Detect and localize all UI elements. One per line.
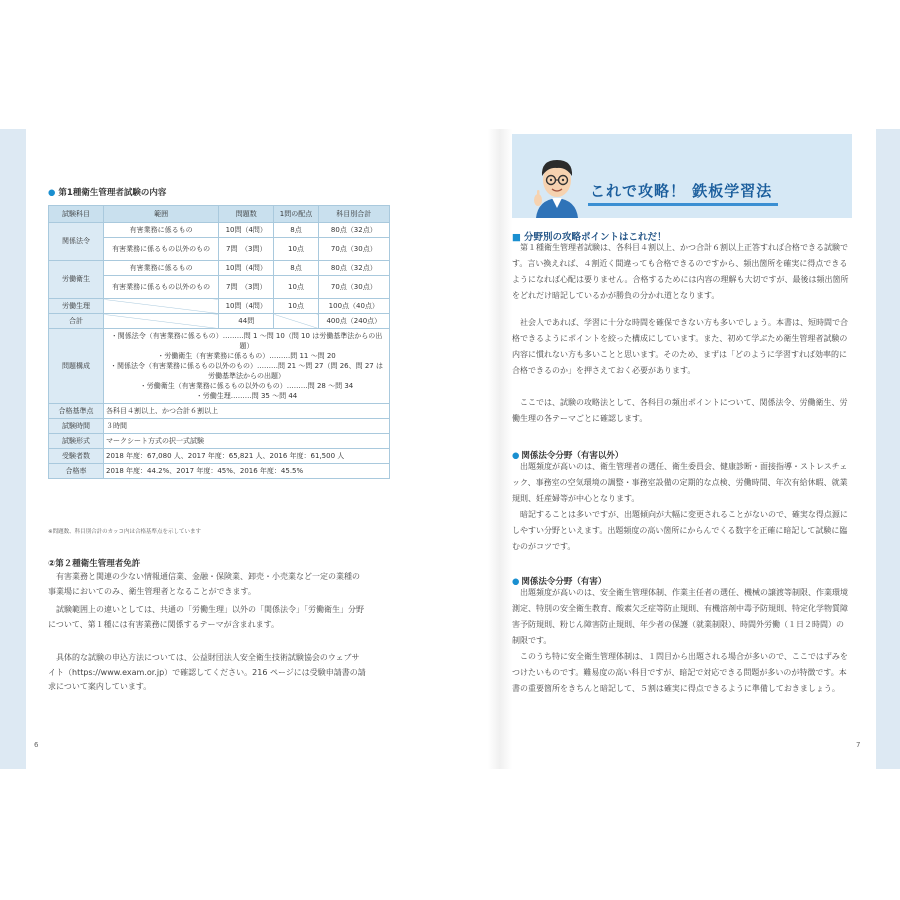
book-gutter <box>488 129 512 769</box>
table-row: 合計 44問 400点（240点） <box>49 314 390 329</box>
table-row: 受験者数 2018 年度：67,080 人、2017 年度：65,821 人、2016 年度：61,500 人 <box>49 449 390 464</box>
paragraph: 有害業務と関連の少ない情報通信業、金融・保険業、卸売・小売業など一定の業種の事業場においてのみ、衛生管理者となることができます。 <box>48 572 360 596</box>
list-item: ・関係法令（有害業務に係るもの）………問 1 〜問 10（問 10 は労働基準法からの出題） <box>110 332 383 350</box>
section-title: ● 第1種衛生管理者試験の内容 <box>48 188 167 198</box>
sub-heading: ● 関係法令分野（有害） <box>512 577 607 587</box>
left-page <box>34 129 468 769</box>
list-item: ・労働衛生（有害業務に係るもの以外のもの）………問 28 〜問 34 <box>139 382 354 390</box>
paragraph: ここでは、試験の攻略法として、各科目の頻出ポイントについて、関係法令、労働衛生、労働生理の各テーマごとに確認します。 <box>512 398 848 423</box>
subject-cell: 労働衛生 <box>49 261 104 299</box>
table-row: 労働生理 10問（4問） 10点 100点（40点） <box>49 299 390 314</box>
banner-underline <box>588 203 778 206</box>
page-number: 6 <box>34 741 39 749</box>
table-row <box>49 329 390 404</box>
table-row: 関係法令 有害業務に係るもの 10問（4問） 8点 80点（32点） <box>49 223 390 238</box>
right-edge-strip <box>876 129 900 769</box>
table-row: 合格率 2018 年度：44.2%、2017 年度：45%、2016 年度：45.5% <box>49 464 390 479</box>
paragraph: 具体的な試験の申込方法については、公益財団法人安全衛生技術試験協会のウェブサイト（https://www.exam.or.jp）で確認してください。216 ページには受験申請書の請求について案内しています。 <box>48 653 366 691</box>
table-row: 有害業務に係るもの以外のもの 7問 （3問） 10点 70点（30点） <box>49 238 390 261</box>
table-row: 有害業務に係るもの以外のもの 7問 （3問） 10点 70点（30点） <box>49 276 390 299</box>
paragraph: 第１種衛生管理者試験は、各科目４割以上、かつ合計６割以上正答すれば合格できる試験です。言い換えれば、４割近く間違っても合格できるのですから、頻出箇所を確実に得点できるようになれば心配は要りません。合格するためには内容の理解も大切ですが、最後は頻出箇所をどれだけ暗記しているかが勝負の分かれ道となります。 <box>512 243 849 300</box>
square-bullet-icon: ■ <box>512 232 521 243</box>
paragraph: 出題頻度が高いのは、安全衛生管理体制、作業主任者の選任、機械の譲渡等制限、作業環境測定、特別の安全衛生教育、酸素欠乏症等防止規則、有機溶剤中毒予防規則、特定化学物質障害予防規則、粉じん障害防止規則、年少者の保護（就業制限）、時間外労働（１日２時間）の制限です。 <box>512 588 848 645</box>
table-footnote: ※問題数、科目別合計のカッコ内は合格基準点を示しています <box>48 529 202 535</box>
paragraph: このうち特に安全衛生管理体制は、１問目から出題される場合が多いので、ここではずみをつけたいものです。難易度の高い科目ですが、暗記で対応できる問題が多いのが特徴です。本書の重要箇所をきちんと暗記して、５割は確実に得点できるように準備しておきましょう。 <box>512 652 848 693</box>
paragraph: 試験範囲上の違いとしては、共通の「労働生理」以外の「関係法令」「労働衛生」分野について、第１種には有害業務に関係するテーマが含まれます。 <box>48 605 364 629</box>
bullet-icon: ● <box>48 188 56 198</box>
paragraph: 暗記することは多いですが、出題傾向が大幅に変更されることがないので、確実な得点源にしやすい分野といえます。出題頻度の高い箇所にからんでくる数字を正確に暗記して試験に臨むのがコツです。 <box>512 510 848 551</box>
list-item: ・労働衛生（有害業務に係るもの）………問 11 〜問 20 <box>157 352 336 360</box>
list-item: ・関係法令（有害業務に係るもの以外のもの）………問 21 〜問 27（問 26、問 27 は労働基準法からの出題） <box>110 362 383 380</box>
book-spread <box>0 129 900 769</box>
subject-cell: 関係法令 <box>49 223 104 261</box>
page-number: 7 <box>856 741 861 749</box>
subject-cell: 問題構成 <box>49 329 104 404</box>
table-header: 科目別合計 <box>318 206 389 223</box>
table-row: 労働衛生 有害業務に係るもの 10問（4問） 8点 80点（32点） <box>49 261 390 276</box>
paragraph: 社会人であれば、学習に十分な時間を確保できない方も多いでしょう。本書は、短時間で合格できるようにポイントを絞った構成にしています。また、初めて学ぶため衛生管理者試験の内容に慣れない方も多いことと思います。そのため、まずは「どのように学習すれば効率的に合格できるのか」を押さえておく必要があります。 <box>512 318 848 375</box>
sub-heading: ②第２種衛生管理者免許 <box>48 559 141 569</box>
banner-title: これで攻略！ 鉄板学習法 <box>590 182 773 200</box>
sub-heading: ● 関係法令分野（有害以外） <box>512 451 624 461</box>
bullet-icon: ● <box>512 577 520 587</box>
left-edge-strip <box>0 129 26 769</box>
exam-content-table <box>48 205 390 479</box>
table-header: 範囲 <box>104 206 219 223</box>
table-row: 試験時間 ３時間 <box>49 419 390 434</box>
question-structure-list <box>104 329 390 404</box>
table-row: 試験形式 マークシート方式の択一式試験 <box>49 434 390 449</box>
list-item: ・労働生理………問 35 〜問 44 <box>195 392 298 400</box>
table-header: 試験科目 <box>49 206 104 223</box>
table-row: 合格基準点 各科目４割以上、かつ合計６割以上 <box>49 404 390 419</box>
table-header: 問題数 <box>219 206 274 223</box>
table-header: 1問の配点 <box>274 206 318 223</box>
title-banner <box>512 134 852 218</box>
subject-cell: 合計 <box>49 314 104 329</box>
paragraph: 出題頻度が高いのは、衛生管理者の選任、衛生委員会、健康診断・面接指導・ストレスチェック、事務室の空気環境の調整・事務室設備の定期的な点検、労働時間、年次有給休暇、就業規則、妊産婦等が中心となります。 <box>512 462 848 503</box>
bullet-icon: ● <box>512 451 520 461</box>
teacher-avatar-icon <box>532 156 582 218</box>
right-page <box>512 129 861 769</box>
subject-cell: 労働生理 <box>49 299 104 314</box>
section-heading: ■ 分野別の攻略ポイントはこれだ！ <box>512 232 667 243</box>
